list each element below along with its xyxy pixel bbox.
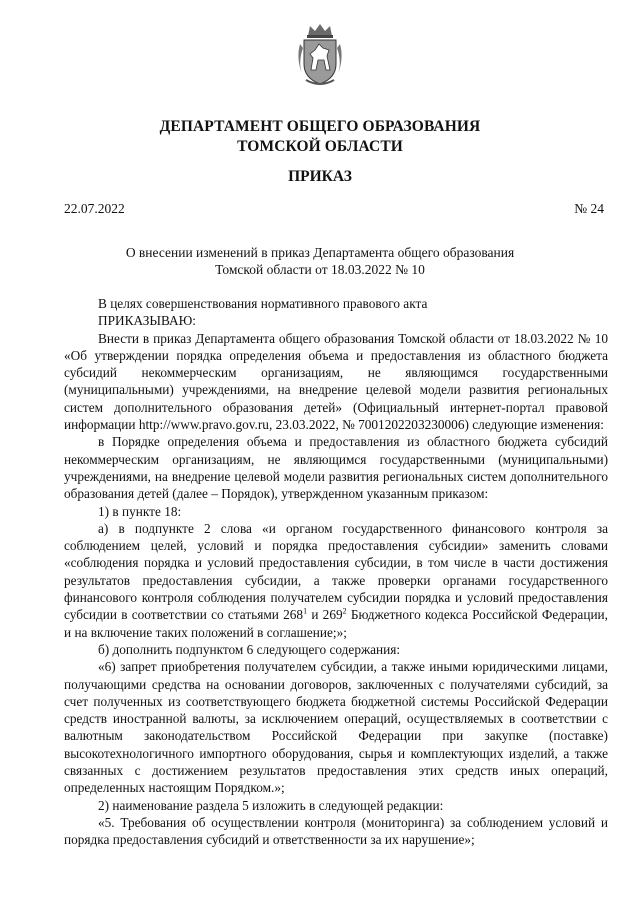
document-subject [0,244,640,278]
coat-of-arms-icon [294,22,346,88]
department-name [0,117,640,157]
paragraph-subitem-a [64,520,608,641]
article-superscript-1: 1 [303,606,308,616]
document-type: ПРИКАЗ [288,168,352,185]
subitem-a-text-1: а) в подпункте 2 слова «и органом государственного финансового контроля за соблюдением целей, условий и порядка предоставления субсидии» заменить словами «соблюдения порядка и условий предоставления субсидии, в том числе в части достижения результатов предоставления субсидии, а также проверки органами государственного финансового контроля соблюдения получателем субсидии порядка и условий предоставления субсидии в соответствии со статьями 268 [64,520,608,623]
department-line-1: ДЕПАРТАМЕНТ ОБЩЕГО ОБРАЗОВАНИЯ [159,118,481,135]
paragraph-item-1: 1) в пункте 18: [98,503,182,519]
subject-line-2: Томской области от 18.03.2022 № 10 [215,262,425,277]
department-line-2: ТОМСКОЙ ОБЛАСТИ [237,138,403,155]
article-superscript-2: 2 [342,606,347,616]
subitem-a-text-3: Бюджетного кодекса Российской Федерации, и на включение таких положений в соглашение;»; [64,607,609,640]
paragraph-amend-intro: Внести в приказ Департамента общего образования Томской области от 18.03.2022 № 10 «Об утверждении порядка определения объема и предоставления из областного бюджета субсидий некоммерческим организациям, не являющимся государственными (муниципальными) учреждениями, на внедрение целевой модели развития региональных систем дополнительного образования детей» (Официальный интернет-портал правовой информации http://www.pravo.gov.ru, 23.03.2022, № 7001202203230006) следующие изменения: [64,330,608,433]
paragraph-procedure: в Порядке определения объема и предоставления из областного бюджета субсидий некоммерческим организациям, не являющимся государственными (муниципальными) учреждениями, на внедрение целевой модели развития региональных систем дополнительного образования детей (далее – Порядок), утвержденном указанным приказом: [64,434,608,502]
document-date: 22.07.2022 [64,201,125,216]
paragraph-item-2: 2) наименование раздела 5 изложить в следующей редакции: [98,797,444,813]
document-body [64,295,608,849]
paragraph-section-5-title: «5. Требования об осуществлении контроля (мониторинга) за соблюдением условий и порядка предоставления субсидий и ответственности за их нарушение»; [64,814,608,848]
paragraph-order-word: ПРИКАЗЫВАЮ: [98,313,196,329]
paragraph-purpose: В целях совершенствования нормативного правового акта [98,296,428,311]
paragraph-subitem-b: б) дополнить подпунктом 6 следующего содержания: [98,641,401,657]
paragraph-new-subitem-6: «6) запрет приобретения получателем субсидии, а также иными юридическими лицами, получающими средства на основании договоров, заключенных с получателями субсидий, за счет полученных из соответствующего бюджета бюджетной системы Российской Федерации средств иностранной валюты, за исключением операций, осуществляемых в соответствии с валютным законодательством Российской Федерации при закупке (поставке) высокотехнологичного импортного оборудования, сырья и комплектующих изделий, а также связанных с достижением результатов предоставления этих средств иных операций, определенных настоящим Порядком.»; [64,659,608,796]
subitem-a-text-2: и 269 [307,607,343,623]
document-number: № 24 [574,201,604,216]
subject-line-1: О внесении изменений в приказ Департамента общего образования [125,245,515,260]
